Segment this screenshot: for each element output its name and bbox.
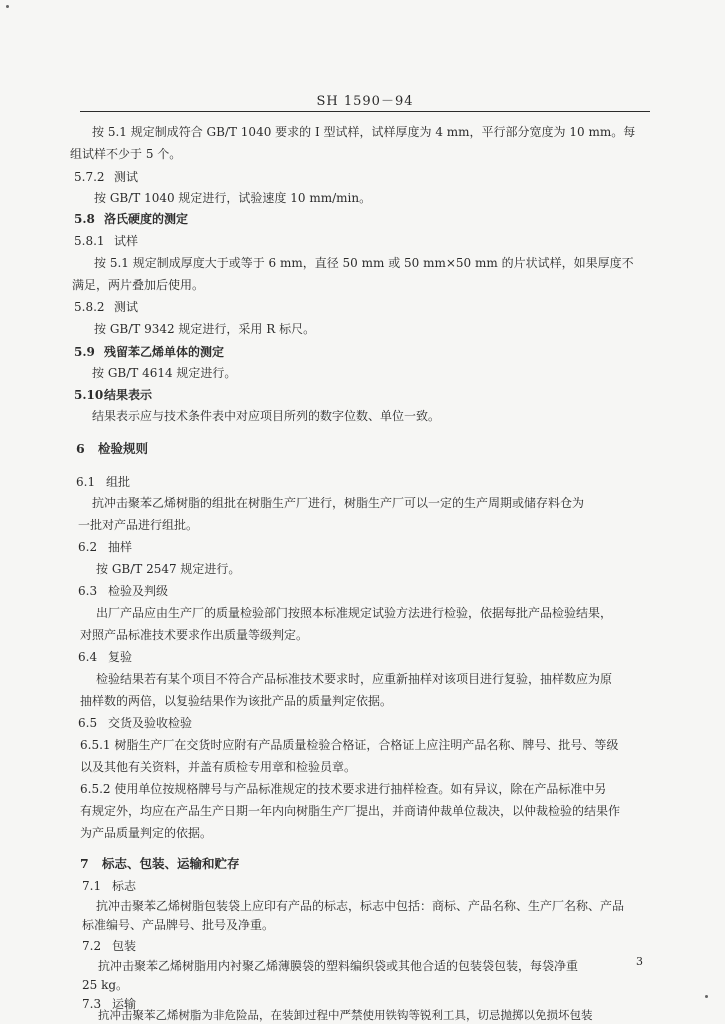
header-rule	[80, 111, 650, 112]
section-title: 包装	[112, 939, 137, 953]
section-heading-5-7-2	[74, 168, 138, 186]
section-title: 检验及判级	[108, 584, 169, 598]
section-title: 检验规则	[98, 441, 149, 456]
section-heading-6-1	[76, 473, 130, 491]
section-title: 标志、包装、运输和贮存	[102, 856, 240, 871]
section-title: 洛氏硬度的测定	[104, 212, 189, 226]
section-number: 6.3	[78, 584, 98, 598]
text-line: 抗冲击聚苯乙烯树脂用内衬聚乙烯薄膜袋的塑料编织袋或其他合适的包装袋包装，每袋净重	[98, 959, 579, 973]
text-line: 6.5.1 树脂生产厂在交货时应附有产品质量检验合格证，合格证上应注明产品名称、牌号、批号、等级	[80, 738, 619, 752]
text-line: 按 5.1 规定制成厚度大于或等于 6 mm，直径 50 mm 或 50 mm×50 mm 的片状试样，如果厚度不	[94, 256, 634, 270]
section-title: 结果表示	[104, 388, 153, 402]
section-heading-5-9	[74, 343, 224, 361]
section-heading-5-10	[74, 386, 152, 404]
section-number: 5.8	[74, 212, 95, 226]
section-number: 6.2	[78, 540, 98, 554]
section-heading-7-1	[82, 877, 136, 895]
text-line: 检验结果若有某个项目不符合产品标准技术要求时，应重新抽样对该项目进行复验，抽样数应为原	[96, 672, 613, 686]
section-title: 标志	[112, 879, 137, 893]
section-number: 7.2	[82, 939, 102, 953]
text-line: 按 GB/T 4614 规定进行。	[92, 366, 237, 380]
section-heading-6	[76, 440, 148, 458]
text-line: 抽样数的两倍，以复验结果作为该批产品的质量判定依据。	[80, 694, 393, 708]
text-line: 满足，两片叠加后使用。	[72, 278, 205, 292]
section-number: 5.8.1	[74, 234, 105, 248]
section-title: 运输	[112, 997, 137, 1011]
section-title: 残留苯乙烯单体的测定	[104, 345, 225, 359]
text-line: 一批对产品进行组批。	[78, 518, 199, 532]
section-number: 5.8.2	[74, 300, 105, 314]
text-line: 有规定外，均应在产品生产日期一年内向树脂生产厂提出，并商请仲裁单位裁决，以仲裁检验的结果作	[80, 804, 621, 818]
text-line: 为产品质量判定的依据。	[80, 826, 213, 840]
text-line: 按 5.1 规定制成符合 GB/T 1040 要求的 I 型试样，试样厚度为 4 mm，平行部分宽度为 10 mm。每	[92, 125, 636, 139]
section-heading-6-3	[78, 582, 168, 600]
section-heading-5-8-1	[74, 232, 138, 250]
text-line: 25 kg。	[82, 978, 129, 992]
section-title: 抽样	[108, 540, 133, 554]
section-title: 交货及验收检验	[108, 716, 193, 730]
text-line: 抗冲击聚苯乙烯树脂的组批在树脂生产厂进行，树脂生产厂可以一定的生产周期或储存料仓为	[92, 496, 585, 510]
text-line: 按 GB/T 9342 规定进行，采用 R 标尺。	[94, 322, 316, 336]
text-line: 抗冲击聚苯乙烯树脂包装袋上应印有产品的标志，标志中包括：商标、产品名称、生产厂名称、产品	[96, 899, 625, 913]
text-line: 6.5.2 使用单位按规格牌号与产品标准规定的技术要求进行抽样检查。如有异议，除在产品标准中另	[80, 782, 607, 796]
section-title: 测试	[114, 300, 139, 314]
section-number: 6	[76, 441, 85, 456]
section-number: 7.1	[82, 879, 102, 893]
text-line: 结果表示应与技术条件表中对应项目所列的数字位数、单位一致。	[92, 409, 441, 423]
page-number: 3	[636, 955, 643, 968]
section-heading-6-5	[78, 714, 192, 732]
section-heading-6-4	[78, 648, 132, 666]
section-title: 组批	[106, 475, 131, 489]
section-number: 5.9	[74, 345, 95, 359]
section-number: 5.10	[74, 388, 104, 402]
section-heading-5-8	[74, 210, 188, 228]
text-line: 抗冲击聚苯乙烯树脂为非危险品，在装卸过程中严禁使用铁钩等锐利工具，切忌抛掷以免损坏包装	[98, 1008, 593, 1022]
text-line: 标准编号、产品牌号、批号及净重。	[82, 918, 275, 932]
section-title: 试样	[114, 234, 139, 248]
section-number: 7	[80, 856, 89, 871]
section-heading-6-2	[78, 538, 132, 556]
section-number: 6.5	[78, 716, 98, 730]
scan-speck	[6, 5, 9, 8]
section-number: 5.7.2	[74, 170, 105, 184]
text-line: 出厂产品应由生产厂的质量检验部门按照本标准规定试验方法进行检验，依据每批产品检验结果，	[96, 606, 613, 620]
scan-speck	[705, 995, 708, 998]
text-line: 对照产品标准技术要求作出质量等级判定。	[80, 628, 309, 642]
section-heading-7	[80, 855, 240, 873]
section-heading-7-2	[82, 937, 136, 955]
section-title: 测试	[114, 170, 139, 184]
section-title: 复验	[108, 650, 133, 664]
section-heading-5-8-2	[74, 298, 138, 316]
section-number: 6.4	[78, 650, 98, 664]
standard-code-header: SH 1590－94	[316, 94, 414, 109]
text-line: 按 GB/T 2547 规定进行。	[96, 562, 241, 576]
section-number: 7.3	[82, 997, 102, 1011]
text-line: 组试样不少于 5 个。	[70, 147, 182, 161]
text-line: 按 GB/T 1040 规定进行，试验速度 10 mm/min。	[94, 191, 372, 205]
text-line: 以及其他有关资料，并盖有质检专用章和检验员章。	[80, 760, 357, 774]
section-number: 6.1	[76, 475, 96, 489]
